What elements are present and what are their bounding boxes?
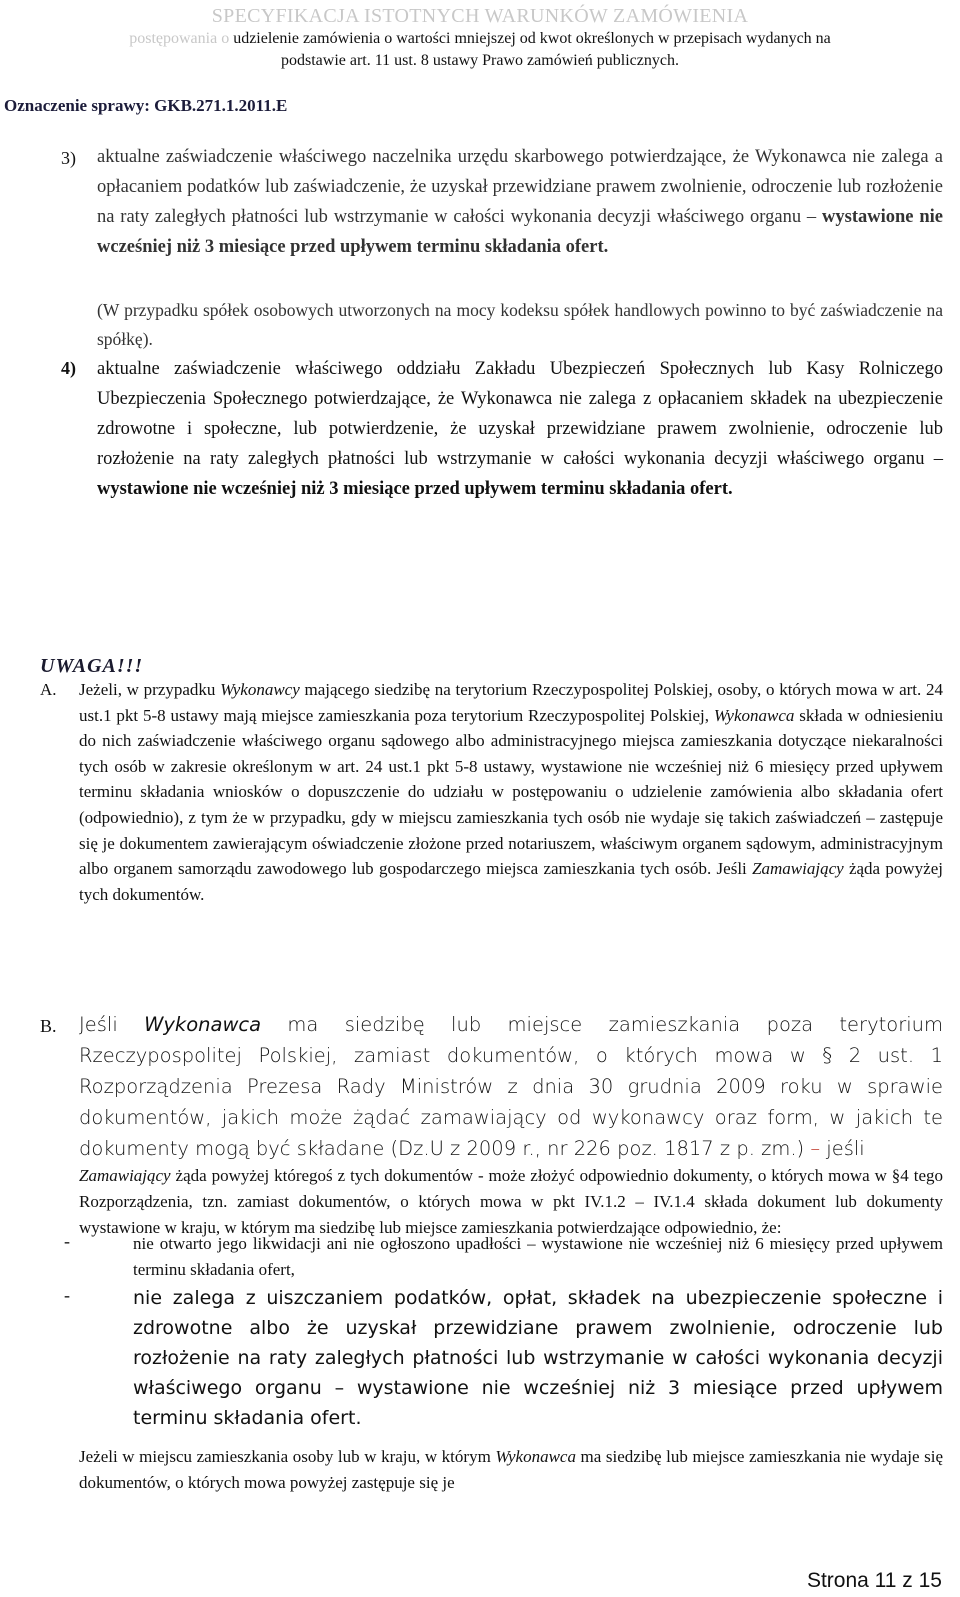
page-number: Strona 11 z 15 — [806, 1569, 942, 1592]
point-a-t1: Jeżeli, w przypadku — [79, 680, 221, 699]
closing-paragraph — [79, 1444, 943, 1495]
bullet-2-marker: - — [64, 1285, 70, 1305]
item-4-number: 4) — [61, 358, 76, 378]
point-b-letter: B. — [40, 1016, 57, 1036]
bullet-2-text: nie zalega z uiszczaniem podatków, opłat, składek na ubezpieczenie społeczne i zdrowotne albo że uzyskał przewidziane prawem zwolnienie, odroczenie lub rozłożenie na raty zaległych płatności lub wstrzymanie w całości wykonania decyzji właściwego organu – wystawione nie wcześniej niż 3 miesiące przed upływem terminu składania ofert. — [133, 1287, 943, 1429]
item-3-bold: wystawione nie wcześniej niż 3 miesiące przed upływem terminu składania ofert. — [97, 207, 943, 257]
closing-i1: Wykonawca — [495, 1447, 576, 1466]
point-a-letter: A. — [40, 680, 57, 699]
document-header — [0, 0, 960, 72]
point-b-t4: żąda powyżej któregoś z tych dokumentów - może złożyć odpowiednio dokumenty, o których mowa w §4 tego Rozporządzenia, tzn. zamiast dokumentów, o których mowa w pkt IV.1.2 – IV.1.4 składa dokument lub dokumenty wystawione w kraju, w którym ma siedzibę lub miejsce zamieszkania potwierdzające odpowiednio, że: — [79, 1166, 943, 1237]
point-a-t3: składa w odniesieniu do nich zaświadczenie właściwego organu sądowego albo administracyjnego miejsca zamieszkania dotyczące niekaralności tych osób w zakresie określonym w art. 24 ust.1 pkt 5-8 ustawy, wystawione nie wcześniej niż 6 miesięcy przed upływem terminu składania wniosków o dopuszczenie do udziału w postępowaniu o udzielenie zamówienia albo składania ofert (odpowiednio), z tym że w przypadku, gdy w miejscu zamieszkania tych osób nie wydaje się takich zaświadczeń – zastępuje się je dokumentem zawierającym oświadczenie złożone przed notariuszem, właściwym organem sądowym, administracyjnym albo organem samorządu zawodowego lub gospodarczego miejsca zamieszkania tych osób. Jeśli — [79, 705, 943, 879]
item-3-text — [97, 142, 943, 262]
point-b-dash: – — [810, 1137, 821, 1160]
case-label: Oznaczenie sprawy: — [4, 96, 150, 115]
point-a-i3: Zamawiający — [752, 859, 844, 879]
header-subtitle-b: udzielenie zamówienia o wartości mniejszej od kwot określonych w przepisach wydanych na — [233, 30, 831, 47]
item-3-note: (W przypadku spółek osobowych utworzonych na mocy kodeksu spółek handlowych powinno to być zaświadczenie na spółkę). — [97, 300, 943, 349]
header-subtitle-a: postępowania o — [129, 30, 234, 47]
point-b-text-continued — [79, 1163, 943, 1241]
closing-t2: ma siedzibę lub miejsce zamieszkania nie wydaje się dokumentów, o których mowa powyżej zastępuje się je — [79, 1447, 943, 1492]
point-b-i2: Zamawiający — [79, 1166, 171, 1185]
header-subtitle-line3: podstawie art. 11 ust. 8 ustawy Prawo zamówień publicznych. — [281, 52, 679, 69]
point-b-i1: Wykonawca — [144, 1013, 262, 1036]
item-4-body: aktualne zaświadczenie właściwego oddziału Zakładu Ubezpieczeń Społecznych lub Kasy Rolniczego Ubezpieczenia Społecznego potwierdzające, że Wykonawca nie zalega z opłacaniem składek na ubezpieczenie zdrowotne i społeczne, lub potwierdzenie, że uzyskał przewidziane prawem zwolnienie, odroczenie lub rozłożenie na raty zaległych płatności lub wstrzymanie w całości wykonania decyzji właściwego organu – — [97, 359, 943, 469]
header-title: SPECYFIKACJA ISTOTNYCH WARUNKÓW ZAMÓWIENIA — [211, 5, 749, 27]
point-a-t2: mającego siedzibę na terytorium Rzeczypospolitej Polskiej, osoby, o których mowa w art. 24 ust.1 pkt 5-8 ustawy mają miejsce zamieszkania poza terytorium Rzeczypospolitej Polskiej, — [79, 680, 943, 725]
case-value: GKB.271.1.2011.E — [154, 96, 288, 115]
item-3-number: 3) — [61, 148, 76, 168]
bullet-1-marker: - — [64, 1231, 70, 1251]
point-b-t3: jeśli — [820, 1137, 865, 1160]
item-3-body: aktualne zaświadczenie właściwego naczelnika urzędu skarbowego potwierdzające, że Wykonawca nie zalega a opłacaniem podatków lub zaświadczenie, że uzyskał przewidziane prawem zwolnienie, odroczenie lub rozłożenie na raty zaległych płatności lub wstrzymanie w całości wykonania decyzji właściwego organu – — [97, 147, 943, 227]
bullet-1-text: nie otwarto jego likwidacji ani nie ogłoszono upadłości – wystawione nie wcześniej niż 6 miesięcy przed upływem terminu składania ofert, — [133, 1234, 943, 1279]
point-b-t2: ma siedzibę lub miejsce zamieszkania poza terytorium Rzeczypospolitej Polskiej, zamiast dokumentów, o których mowa w § 2 ust. 1 Rozporządzenia Prezesa Rady Ministrów z dnia 30 grudnia 2009 roku w sprawie dokumentów, jakich może żądać zamawiający od wykonawcy oraz form, w jakich te dokumenty mogą być składane (Dz.U z 2009 r., nr 226 poz. 1817 z p. zm.) — [79, 1013, 943, 1160]
point-b-t1: Jeśli — [79, 1013, 145, 1036]
item-4-text — [97, 354, 943, 504]
header-subtitle — [0, 28, 960, 50]
point-a-text — [79, 677, 943, 907]
point-b-text — [79, 1009, 943, 1164]
item-4-bold: wystawione nie wcześniej niż 3 miesiące przed upływem terminu składania ofert. — [97, 479, 733, 499]
point-a-i1: Wykonawcy — [220, 680, 300, 699]
point-a-t4: żąda powyżej tych dokumentów. — [79, 859, 943, 904]
closing-t1: Jeżeli w miejscu zamieszkania osoby lub w kraju, w którym — [79, 1447, 496, 1466]
point-a-i2: Wykonawca — [713, 705, 795, 725]
case-reference — [4, 96, 287, 116]
warning-heading: UWAGA!!! — [40, 655, 144, 677]
